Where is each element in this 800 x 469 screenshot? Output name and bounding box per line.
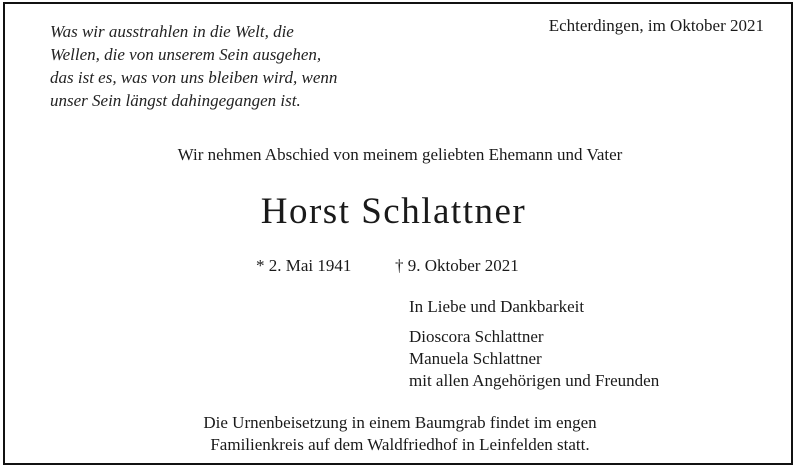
ceremony-note xyxy=(0,412,800,456)
death-date: † 9. Oktober 2021 xyxy=(395,256,519,275)
motto-line: Wellen, die von unserem Sein ausgehen, xyxy=(50,45,322,64)
place-date: Echterdingen, im Oktober 2021 xyxy=(548,16,764,35)
mourners-intro: In Liebe und Dankbarkeit xyxy=(409,297,585,316)
ceremony-line: Die Urnenbeisetzung in einem Baumgrab findet im engen xyxy=(203,413,597,432)
mourner-name: Manuela Schlattner xyxy=(409,349,542,368)
motto-line: unser Sein längst dahingegangen ist. xyxy=(50,91,301,110)
ceremony-line: Familienkreis auf dem Waldfriedhof in Leinfelden statt. xyxy=(210,435,590,454)
birth-date: * 2. Mai 1941 xyxy=(256,256,352,275)
mourner-name: mit allen Angehörigen und Freunden xyxy=(409,371,660,390)
mourners-block xyxy=(409,296,659,392)
motto-quote xyxy=(50,20,337,112)
motto-line: das ist es, was von uns bleiben wird, wenn xyxy=(50,68,338,87)
deceased-name: Horst Schlattner xyxy=(260,191,527,232)
farewell-line: Wir nehmen Abschied von meinem geliebten Ehemann und Vater xyxy=(177,145,623,164)
mourner-name: Dioscora Schlattner xyxy=(409,327,544,346)
motto-line: Was wir ausstrahlen in die Welt, die xyxy=(50,22,294,41)
